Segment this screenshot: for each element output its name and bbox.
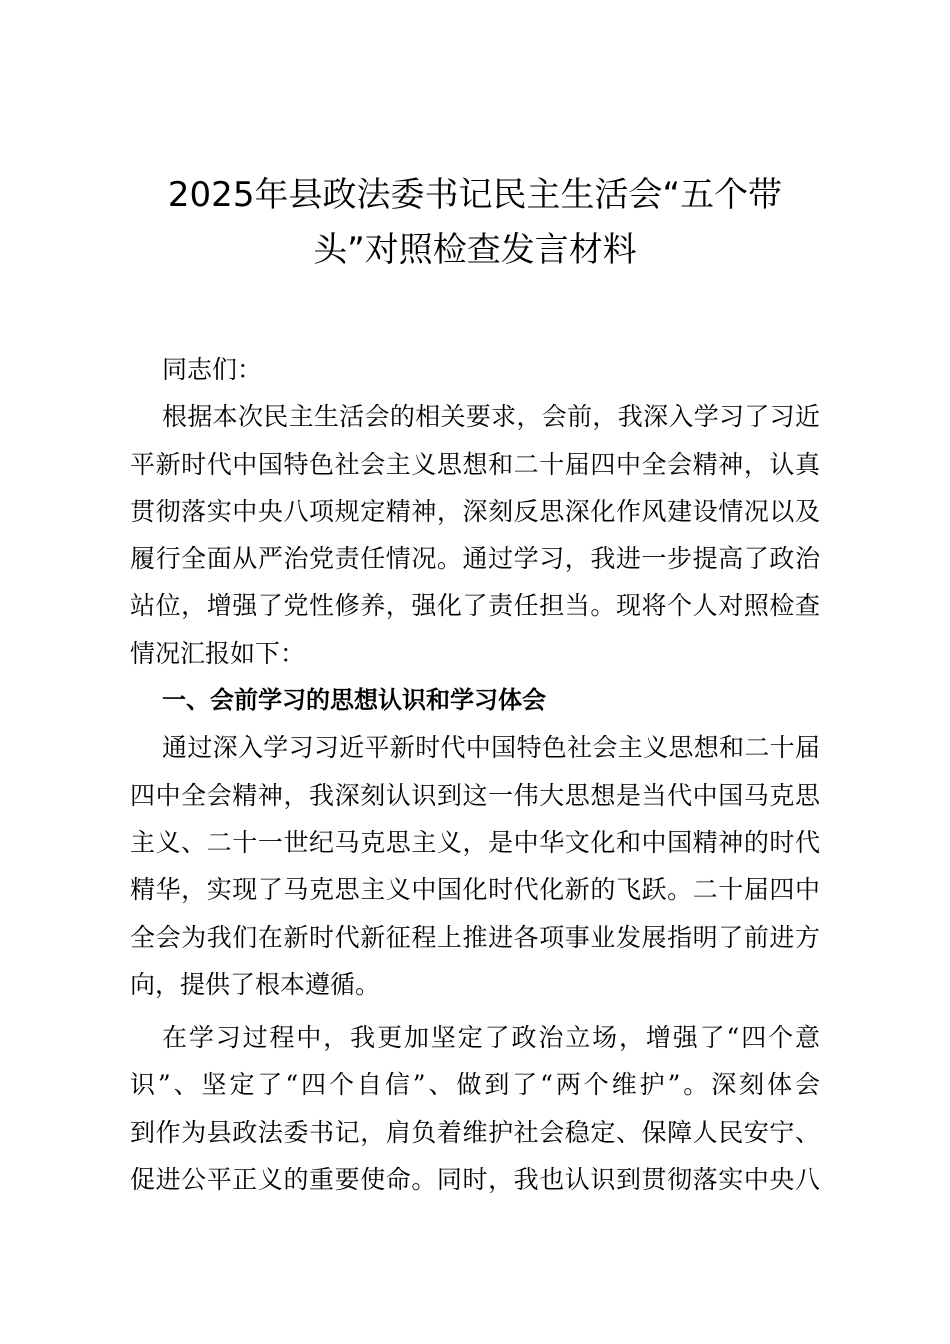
paragraph-intro bbox=[130, 393, 820, 677]
paragraph-reflection bbox=[130, 1014, 820, 1203]
paragraph-line: 履行全面从严治党责任情况。通过学习，我进一步提高了政治 bbox=[130, 544, 820, 574]
paragraph-line: 平新时代中国特色社会主义思想和二十届四中全会精神，认真 bbox=[130, 449, 820, 479]
paragraph-line: 到作为县政法委书记，肩负着维护社会稳定、保障人民安宁、 bbox=[130, 1117, 820, 1147]
paragraph-study bbox=[130, 724, 820, 1008]
paragraph-line: 根据本次民主生活会的相关要求，会前，我深入学习了习近 bbox=[162, 402, 820, 432]
paragraph-line: 全会为我们在新时代新征程上推进各项事业发展指明了前进方 bbox=[130, 922, 820, 952]
document-title bbox=[0, 168, 950, 278]
paragraph-line: 在学习过程中，我更加坚定了政治立场，增强了“四个意 bbox=[162, 1023, 820, 1053]
salutation: 同志们： bbox=[162, 355, 263, 384]
title-line: 2025年县政法委书记民主生活会“五个带 bbox=[167, 175, 783, 215]
paragraph-line: 通过深入学习习近平新时代中国特色社会主义思想和二十届 bbox=[162, 733, 820, 763]
paragraph-line: 站位，增强了党性修养，强化了责任担当。现将个人对照检查 bbox=[130, 591, 820, 621]
paragraph-line: 情况汇报如下： bbox=[130, 638, 306, 668]
paragraph-line: 精华，实现了马克思主义中国化时代化新的飞跃。二十届四中 bbox=[130, 875, 820, 905]
title-line: 头”对照检查发言材料 bbox=[313, 230, 637, 270]
paragraph-line: 促进公平正义的重要使命。同时，我也认识到贯彻落实中央八 bbox=[130, 1165, 820, 1195]
paragraph-line: 贯彻落实中央八项规定精神，深刻反思深化作风建设情况以及 bbox=[130, 496, 820, 526]
paragraph-line: 主义、二十一世纪马克思主义，是中华文化和中国精神的时代 bbox=[130, 827, 820, 857]
document-body bbox=[130, 346, 820, 1203]
paragraph-line: 识”、坚定了“四个自信”、做到了“两个维护”。深刻体会 bbox=[130, 1070, 820, 1100]
paragraph-line: 向，提供了根本遵循。 bbox=[130, 969, 381, 999]
section-heading: 一、会前学习的思想认识和学习体会 bbox=[162, 686, 546, 715]
paragraph-line: 四中全会精神，我深刻认识到这一伟大思想是当代中国马克思 bbox=[130, 780, 820, 810]
